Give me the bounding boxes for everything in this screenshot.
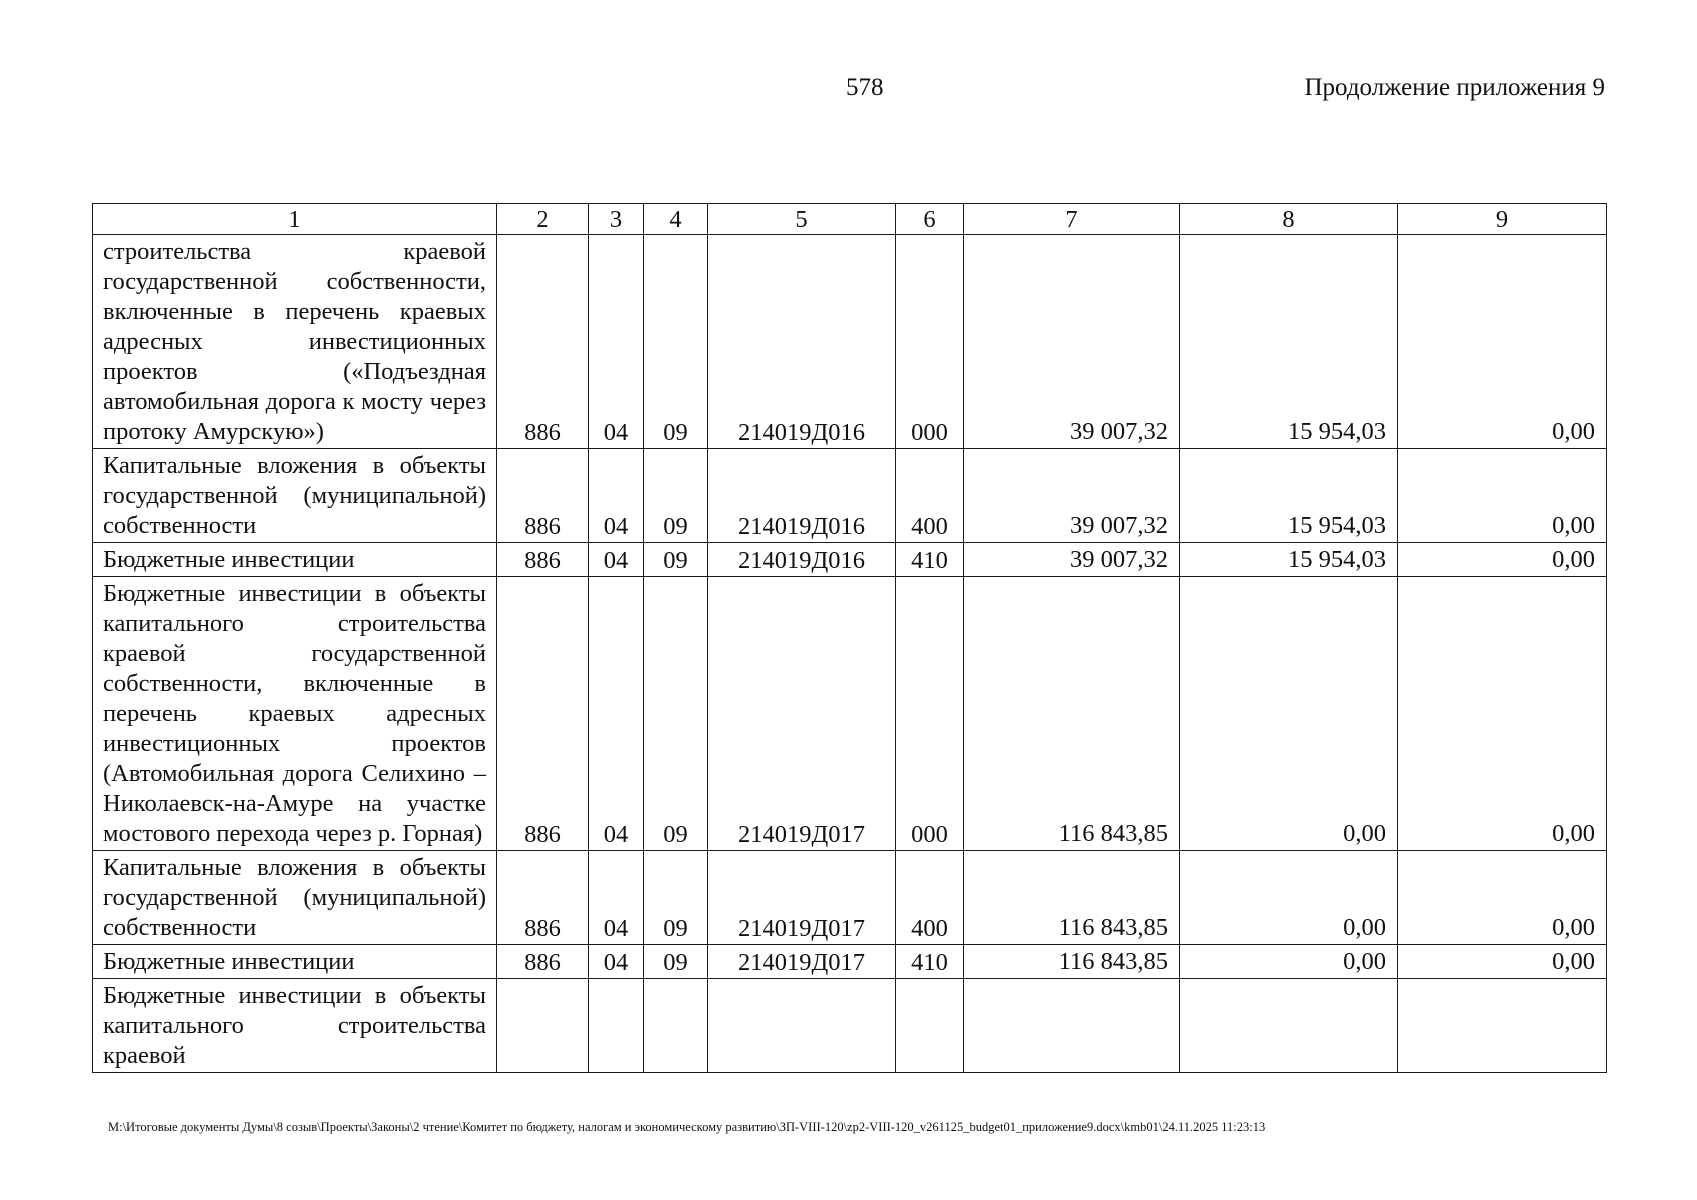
row-name: строительства краевой государственной собственности, включенные в перечень краевых адресных инвестиционных проектов («Подъездная автомобильная дорога к мосту через протоку Амурскую») [93,235,497,449]
table-row [93,577,1607,851]
cell-value: 410 [896,945,964,979]
table-row [93,945,1607,979]
cell-amount: 0,00 [1398,851,1607,945]
document-file-path: M:\Итоговые документы Думы\8 созыв\Проекты\Законы\2 чтение\Комитет по бюджету, налогам и экономическому развитию\ЗП-VIII-120\zp2-VIII-120_v261125_budget01_приложение9.docx\kmb01\24.11.2025 11:23:13 [108,1120,1266,1134]
row-name: Бюджетные инвестиции в объекты капитального строительства краевой государственной собственности, включенные в перечень краевых адресных инвестиционных проектов (Автомобильная дорога Селихино – Николаевск-на-Амуре на участке мостового перехода через р. Горная) [93,577,497,851]
cell-value: 09 [644,543,708,577]
column-header: 5 [708,204,896,235]
cell-value: 886 [497,235,589,449]
cell-value: 886 [497,851,589,945]
cell-value: 09 [644,945,708,979]
table-row [93,235,1607,449]
column-header: 7 [964,204,1180,235]
cell-amount: 39 007,32 [964,235,1180,449]
column-header: 2 [497,204,589,235]
cell-amount [1398,979,1607,1073]
cell-value: 04 [589,851,644,945]
cell-amount: 0,00 [1398,945,1607,979]
table-row [93,449,1607,543]
cell-amount: 39 007,32 [964,449,1180,543]
cell-value: 214019Д017 [708,577,896,851]
row-name: Бюджетные инвестиции в объекты капитального строительства краевой [93,979,497,1073]
column-header: 9 [1398,204,1607,235]
cell-value: 886 [497,449,589,543]
cell-value: 214019Д017 [708,851,896,945]
cell-value: 04 [589,449,644,543]
cell-value: 214019Д016 [708,543,896,577]
cell-amount [1180,979,1398,1073]
cell-value: 09 [644,851,708,945]
cell-value [589,979,644,1073]
cell-value: 886 [497,577,589,851]
cell-amount [964,979,1180,1073]
column-number-row [93,204,1607,235]
column-header: 6 [896,204,964,235]
cell-value [708,979,896,1073]
column-header: 1 [93,204,497,235]
cell-amount: 15 954,03 [1180,235,1398,449]
cell-value [644,979,708,1073]
row-name: Бюджетные инвестиции [93,945,497,979]
cell-value: 04 [589,235,644,449]
table-row [93,851,1607,945]
cell-amount: 0,00 [1180,945,1398,979]
cell-amount: 15 954,03 [1180,449,1398,543]
cell-value: 410 [896,543,964,577]
cell-value: 09 [644,449,708,543]
cell-value: 04 [589,543,644,577]
cell-value: 214019Д017 [708,945,896,979]
cell-amount: 15 954,03 [1180,543,1398,577]
budget-table-container [92,203,1606,1073]
cell-amount: 116 843,85 [964,577,1180,851]
row-name: Капитальные вложения в объекты государственной (муниципальной) собственности [93,449,497,543]
cell-value: 886 [497,543,589,577]
cell-value: 09 [644,235,708,449]
cell-amount: 0,00 [1180,851,1398,945]
cell-amount: 0,00 [1398,577,1607,851]
row-name: Бюджетные инвестиции [93,543,497,577]
cell-amount: 0,00 [1398,449,1607,543]
table-row [93,543,1607,577]
cell-value [896,979,964,1073]
cell-value: 000 [896,577,964,851]
cell-value: 214019Д016 [708,449,896,543]
column-header: 4 [644,204,708,235]
cell-amount: 39 007,32 [964,543,1180,577]
cell-value: 09 [644,577,708,851]
column-header: 8 [1180,204,1398,235]
appendix-continuation-title: Продолжение приложения 9 [1304,74,1605,101]
cell-value: 400 [896,449,964,543]
page-number: 578 [846,74,884,101]
cell-value: 400 [896,851,964,945]
cell-value: 214019Д016 [708,235,896,449]
cell-amount: 0,00 [1180,577,1398,851]
cell-value: 04 [589,577,644,851]
cell-value: 886 [497,945,589,979]
cell-value [497,979,589,1073]
cell-amount: 116 843,85 [964,851,1180,945]
table-row [93,979,1607,1073]
cell-value: 000 [896,235,964,449]
cell-amount: 116 843,85 [964,945,1180,979]
cell-amount: 0,00 [1398,543,1607,577]
column-header: 3 [589,204,644,235]
cell-amount: 0,00 [1398,235,1607,449]
row-name: Капитальные вложения в объекты государственной (муниципальной) собственности [93,851,497,945]
cell-value: 04 [589,945,644,979]
budget-table [92,203,1607,1073]
